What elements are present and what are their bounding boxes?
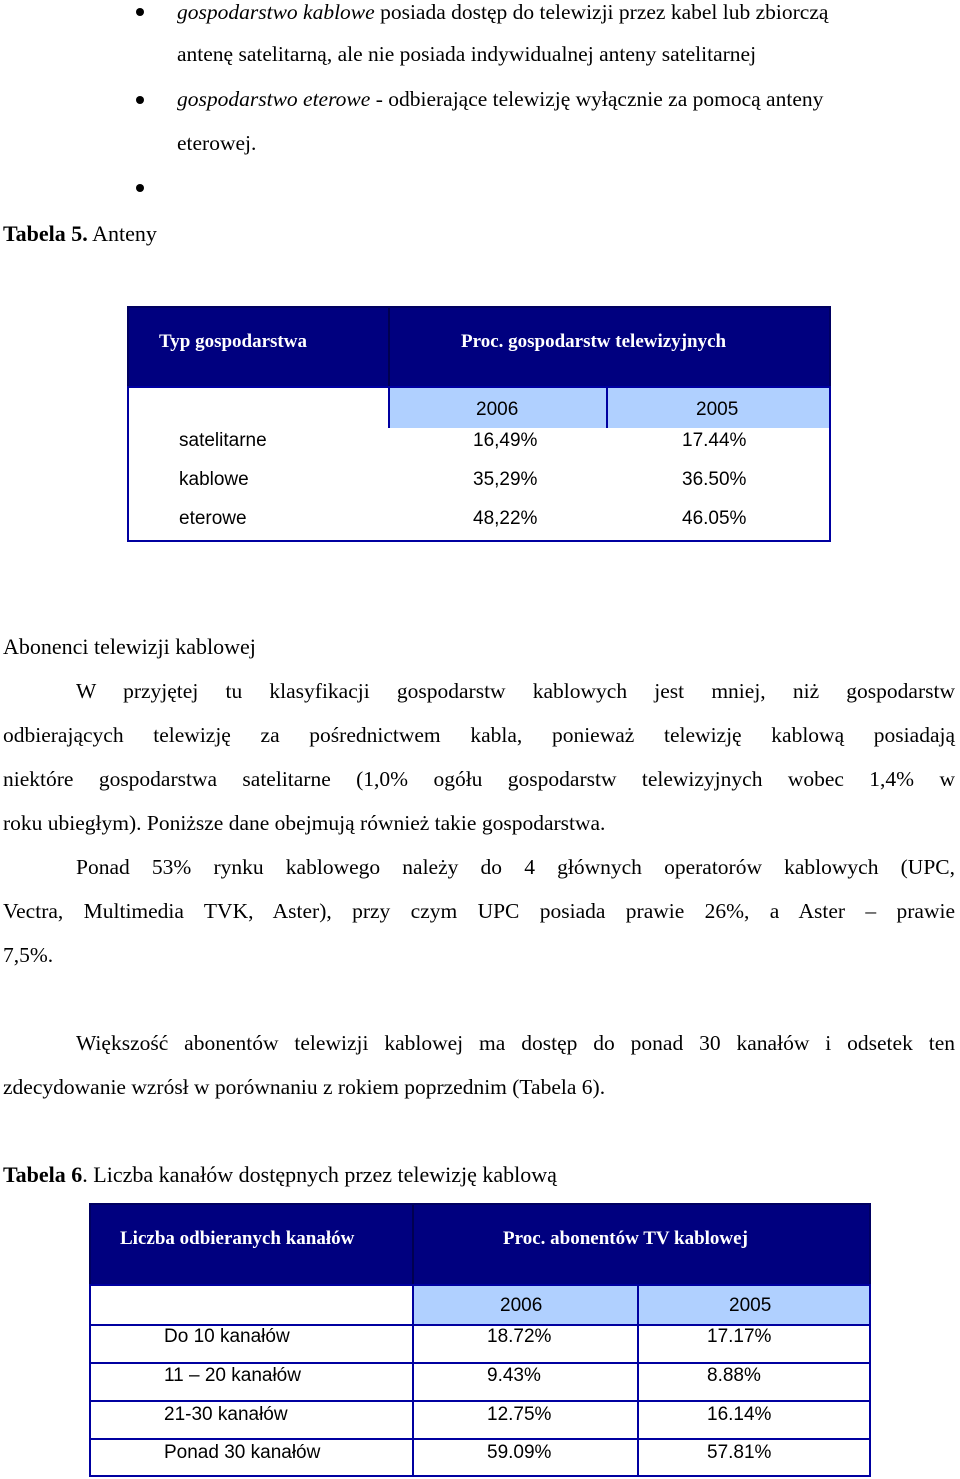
table5-header-divider	[388, 308, 390, 386]
table6-row-line-2	[89, 1362, 871, 1364]
table5-row-1-2005: 17.44%	[682, 430, 747, 451]
bullet-1-term: gospodarstwo kablowe	[177, 0, 375, 24]
table5-row-1-label: satelitarne	[179, 430, 267, 451]
table5-row-1-2006: 16,49%	[473, 430, 538, 451]
bullet-1-line-1	[177, 0, 828, 25]
table6-col-line-3	[637, 1324, 639, 1477]
table5-years-band	[388, 388, 829, 428]
table5-year-2005: 2005	[696, 399, 739, 420]
bullet-1-text: posiada dostęp do telewizji przez kabel lub zbiorczą	[374, 0, 829, 24]
table6-years-divider	[637, 1286, 639, 1324]
table6-year-2006: 2006	[500, 1295, 543, 1316]
table6-year-2005: 2005	[729, 1295, 772, 1316]
table6-row-1-2005: 17.17%	[707, 1326, 772, 1347]
table6-row-2-label: 11 – 20 kanałów	[164, 1365, 301, 1386]
table5-caption-label: Tabela 5.	[3, 221, 88, 246]
table6-caption	[3, 1162, 557, 1188]
bullet-dot-2	[136, 96, 144, 104]
p1-line-2: odbierających telewizję za pośrednictwem kabla, ponieważ telewizję kablową posiadają	[3, 723, 955, 747]
table6-row-2-2005: 8.88%	[707, 1365, 761, 1386]
table5-row-2-label: kablowe	[179, 469, 249, 490]
table6-header-left: Liczba odbieranych kanałów	[120, 1228, 355, 1249]
table6-years-band	[412, 1286, 869, 1324]
table6-caption-text: . Liczba kanałów dostępnych przez telewizję kablową	[82, 1162, 557, 1187]
table6-row-line-4	[89, 1438, 871, 1440]
bullet-2-line-1	[177, 87, 823, 112]
table5-row-2-2005: 36.50%	[682, 469, 747, 490]
table5-years-divider	[606, 388, 608, 428]
table5-caption-text: Anteny	[87, 221, 157, 246]
bullet-1-line-2: antenę satelitarną, ale nie posiada indywidualnej anteny satelitarnej	[177, 42, 757, 66]
table5-header-left: Typ gospodarstwa	[159, 331, 307, 352]
table6-header-divider	[412, 1205, 414, 1284]
table6-row-4-2005: 57.81%	[707, 1442, 772, 1463]
bullet-dot-3	[136, 184, 144, 192]
table6-col-line-1	[89, 1324, 91, 1477]
p3-line-2: zdecydowanie wzrósł w porównaniu z rokiem poprzednim (Tabela 6).	[3, 1075, 606, 1099]
table6-caption-label: Tabela 6	[3, 1162, 83, 1187]
table5-row-3-2006: 48,22%	[473, 508, 538, 529]
bullet-2-line-2: eterowej.	[177, 131, 257, 155]
table6-row-4-label: Ponad 30 kanałów	[164, 1442, 321, 1463]
p2-line-1: Ponad 53% rynku kablowego należy do 4 głównych operatorów kablowych (UPC,	[76, 855, 955, 879]
p3-line-1: Większość abonentów telewizji kablowej ma dostęp do ponad 30 kanałów i odsetek ten	[76, 1031, 955, 1055]
table6-header-right: Proc. abonentów TV kablowej	[503, 1228, 748, 1249]
table6-row-3-label: 21-30 kanałów	[164, 1404, 288, 1425]
bullet-2-text: - odbierające telewizję wyłącznie za pomocą anteny	[370, 87, 824, 111]
table6-col-line-2	[412, 1324, 414, 1477]
table6-row-3-2006: 12.75%	[487, 1404, 552, 1425]
p1-line-3: niektóre gospodarstwa satelitarne (1,0% ogółu gospodarstw telewizyjnych wobec 1,4% w	[3, 767, 955, 791]
p2-line-2: Vectra, Multimedia TVK, Aster), przy czym UPC posiada prawie 26%, a Aster – prawie	[3, 899, 955, 923]
table5-row-2-2006: 35,29%	[473, 469, 538, 490]
table5-year-2006: 2006	[476, 399, 519, 420]
table6-row-line-3	[89, 1400, 871, 1402]
table6-row-3-2005: 16.14%	[707, 1404, 772, 1425]
bullet-dot-1	[136, 8, 144, 16]
table5-caption	[3, 221, 157, 247]
table5-header-right: Proc. gospodarstw telewizyjnych	[461, 331, 727, 352]
table6-row-4-2006: 59.09%	[487, 1442, 552, 1463]
table6-row-1-2006: 18.72%	[487, 1326, 552, 1347]
table5-row-3-label: eterowe	[179, 508, 247, 529]
section-heading: Abonenci telewizji kablowej	[3, 634, 256, 659]
table6-row-1-label: Do 10 kanałów	[164, 1326, 290, 1347]
bullet-2-term: gospodarstwo eterowe	[177, 87, 371, 111]
p1-line-1: W przyjętej tu klasyfikacji gospodarstw kablowych jest mniej, niż gospodarstw	[76, 679, 955, 703]
p1-line-4: roku ubiegłym). Poniższe dane obejmują również takie gospodarstwa.	[3, 811, 606, 835]
p2-line-3: 7,5%.	[3, 943, 54, 967]
table5-row-3-2005: 46.05%	[682, 508, 747, 529]
table6-row-2-2006: 9.43%	[487, 1365, 541, 1386]
